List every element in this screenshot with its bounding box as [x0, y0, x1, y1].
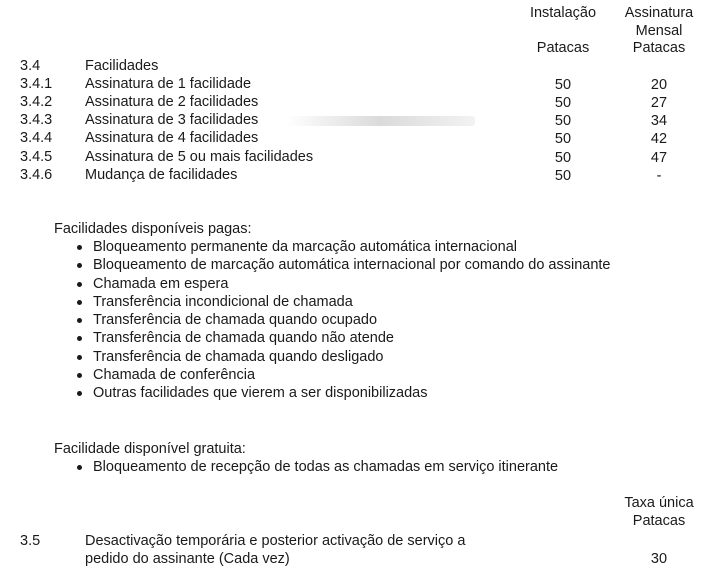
row-code: 3.4.6	[20, 167, 53, 183]
list-item: Transferência incondicional de chamada	[75, 293, 611, 311]
list-item: Transferência de chamada quando desligado	[75, 348, 611, 366]
section-code: 3.5	[20, 533, 41, 549]
monthly-header-line1: Assinatura	[624, 5, 694, 21]
row-installation: 50	[554, 168, 572, 184]
row-code: 3.4.5	[20, 149, 53, 165]
row-label: Assinatura de 4 facilidades	[85, 130, 259, 146]
row-installation: 50	[554, 77, 572, 93]
monthly-header-line2: Mensal	[635, 23, 683, 39]
bullet-dot	[77, 245, 82, 250]
one-time-fee-value: 30	[650, 551, 668, 567]
list-item: Bloqueamento permanente da marcação automática internacional	[75, 238, 611, 256]
bullet-dot	[77, 263, 82, 268]
bullet-dot	[77, 355, 82, 360]
row-monthly: 34	[650, 113, 668, 129]
row-code: 3.4.2	[20, 94, 53, 110]
paid-facilities-list	[75, 238, 611, 403]
row-monthly: -	[656, 168, 662, 184]
row-installation: 50	[554, 113, 572, 129]
bullet-dot	[77, 465, 82, 470]
row-code: 3.4.3	[20, 112, 53, 128]
row-monthly: 27	[650, 95, 668, 111]
section-code: 3.4	[20, 58, 41, 74]
row-installation: 50	[554, 150, 572, 166]
bullet-dot	[77, 391, 82, 396]
row-monthly: 20	[650, 77, 668, 93]
row-installation: 50	[554, 131, 572, 147]
bullet-dot	[77, 300, 82, 305]
row-label: Assinatura de 1 facilidade	[85, 76, 252, 92]
list-item: Outras facilidades que vierem a ser disponibilizadas	[75, 384, 611, 402]
installation-header: Instalação	[529, 5, 597, 21]
installation-unit: Patacas	[536, 40, 590, 56]
list-item: Chamada de conferência	[75, 366, 611, 384]
row-code: 3.4.4	[20, 130, 53, 146]
free-facilities-heading: Facilidade disponível gratuita:	[54, 441, 246, 457]
bullet-dot	[77, 318, 82, 323]
row-label: Assinatura de 2 facilidades	[85, 94, 259, 110]
row-code: 3.4.1	[20, 76, 53, 92]
list-item: Transferência de chamada quando ocupado	[75, 311, 611, 329]
row-installation: 50	[554, 95, 572, 111]
list-item: Bloqueamento de recepção de todas as chamadas em serviço itinerante	[75, 458, 558, 476]
list-item: Transferência de chamada quando não atende	[75, 329, 611, 347]
row-label: Assinatura de 5 ou mais facilidades	[85, 149, 314, 165]
free-facilities-list	[75, 458, 558, 476]
bullet-dot	[77, 336, 82, 341]
list-item: Bloqueamento de marcação automática internacional por comando do assinante	[75, 256, 611, 274]
row-label: Assinatura de 3 facilidades	[85, 112, 259, 128]
row-label: Mudança de facilidades	[85, 167, 238, 183]
scan-artifact	[285, 116, 475, 126]
monthly-header-unit: Patacas	[632, 40, 686, 56]
paid-facilities-heading: Facilidades disponíveis pagas:	[54, 221, 252, 237]
bullet-dot	[77, 373, 82, 378]
one-time-fee-header: Taxa única	[624, 495, 694, 511]
row-monthly: 47	[650, 150, 668, 166]
section-title: Facilidades	[85, 58, 159, 74]
section-label-line1: Desactivação temporária e posterior activação de serviço a	[85, 533, 466, 549]
section-label-line2: pedido do assinante (Cada vez)	[85, 551, 290, 567]
list-item: Chamada em espera	[75, 275, 611, 293]
bullet-dot	[77, 282, 82, 287]
one-time-fee-unit: Patacas	[632, 513, 686, 529]
row-monthly: 42	[650, 131, 668, 147]
